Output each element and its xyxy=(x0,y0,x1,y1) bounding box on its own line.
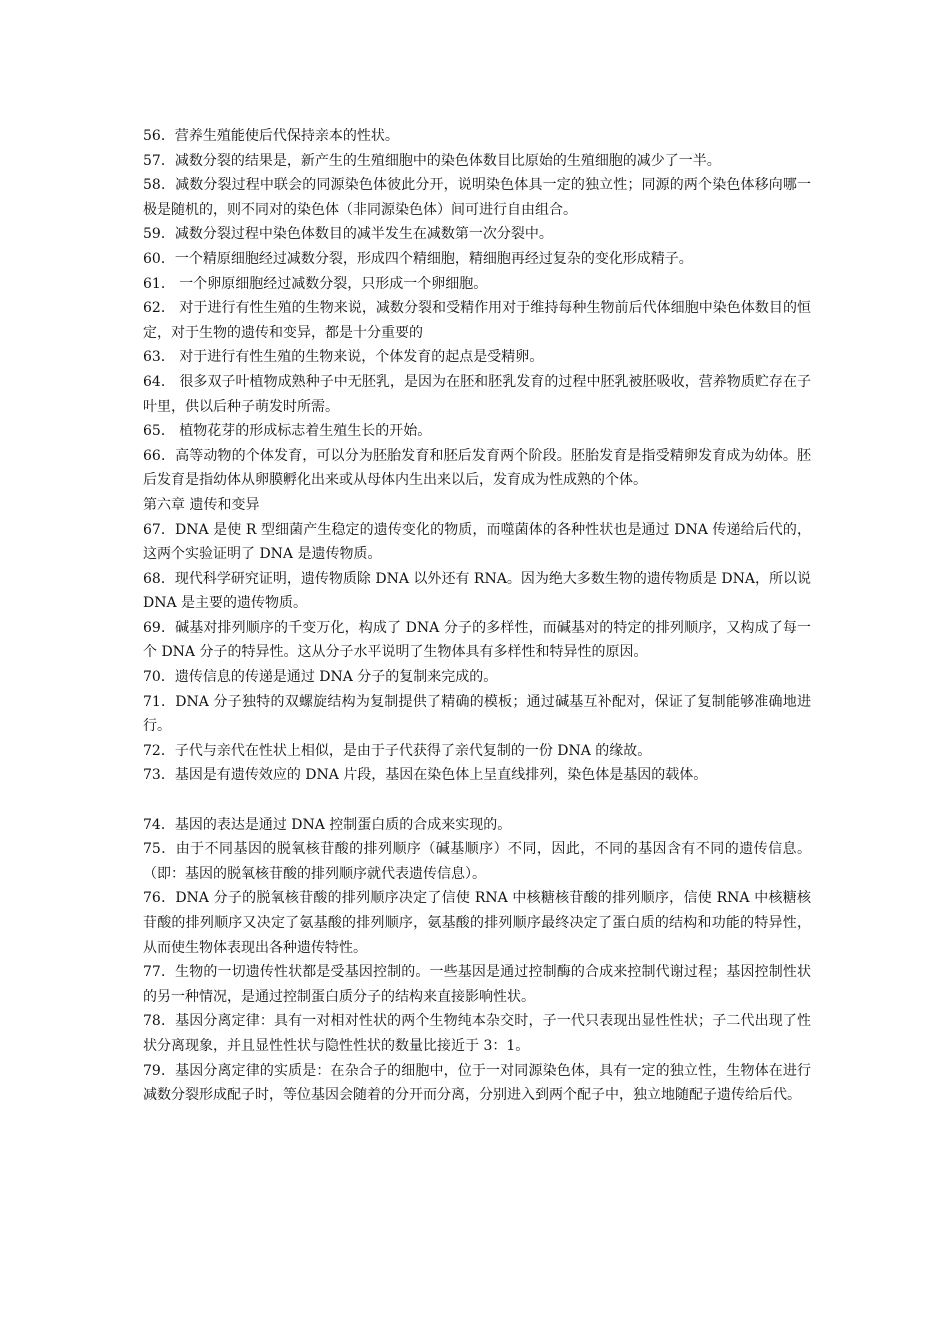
paragraph-65: 65． 植物花芽的形成标志着生殖生长的开始。 xyxy=(143,423,432,440)
paragraph-66: 66．高等动物的个体发育，可以分为胚胎发育和胚后发育两个阶段。胚胎发育是指受精卵发育成为幼体。胚后发育是指幼体从卵膜孵化出来或从母体内生出来以后，发育成为性成熟的个体。 xyxy=(143,447,811,489)
paragraph-76: 76．DNA 分子的脱氧核苷酸的排列顺序决定了信使 RNA 中核糖核苷酸的排列顺序，信使 RNA 中核糖核苷酸的排列顺序又决定了氨基酸的排列顺序，氨基酸的排列顺序最终决定了蛋白质的结构和功能的特异性，从而使生物体表现出各种遗传特性。 xyxy=(143,890,811,956)
chapter-heading: 第六章 遗传和变异 xyxy=(143,496,260,513)
paragraph-62: 62． 对于进行有性生殖的生物来说，减数分裂和受精作用对于维持每种生物前后代体细胞中染色体数目的恒定，对于生物的遗传和变异，都是十分重要的 xyxy=(143,300,811,341)
paragraph-71: 71．DNA 分子独特的双螺旋结构为复制提供了精确的模板；通过碱基互补配对，保证了复制能够准确地进行。 xyxy=(143,693,811,735)
paragraph-74: 74．基因的表达是通过 DNA 控制蛋白质的合成来实现的。 xyxy=(143,816,512,833)
blank-line xyxy=(143,788,811,813)
document-page xyxy=(143,124,811,1108)
paragraph-67: 67．DNA 是使 R 型细菌产生稳定的遗传变化的物质，而噬菌体的各种性状也是通过 DNA 传递给后代的，这两个实验证明了 DNA 是遗传物质。 xyxy=(143,521,811,563)
paragraph-77: 77．生物的一切遗传性状都是受基因控制的。一些基因是通过控制酶的合成来控制代谢过程；基因控制性状的另一种情况，是通过控制蛋白质分子的结构来直接影响性状。 xyxy=(143,964,811,1005)
paragraph-64: 64． 很多双子叶植物成熟种子中无胚乳，是因为在胚和胚乳发育的过程中胚乳被胚吸收，营养物质贮存在子叶里，供以后种子萌发时所需。 xyxy=(143,373,811,415)
paragraph-63: 63． 对于进行有性生殖的生物来说，个体发育的起点是受精卵。 xyxy=(143,349,544,366)
paragraph-72: 72．子代与亲代在性状上相似，是由于子代获得了亲代复制的一份 DNA 的缘故。 xyxy=(143,742,652,759)
paragraph-58: 58．减数分裂过程中联会的同源染色体彼此分开，说明染色体具一定的独立性；同源的两个染色体移向哪一极是随机的，则不同对的染色体（非同源染色体）间可进行自由组合。 xyxy=(143,177,811,218)
paragraph-75: 75．由于不同基因的脱氧核苷酸的排列顺序（碱基顺序）不同，因此，不同的基因含有不同的遗传信息。（即：基因的脱氧核苷酸的排列顺序就代表遗传信息）。 xyxy=(143,841,811,882)
paragraph-57: 57．减数分裂的结果是，新产生的生殖细胞中的染色体数目比原始的生殖细胞的减少了一半。 xyxy=(143,152,721,169)
paragraph-56: 56．营养生殖能使后代保持亲本的性状。 xyxy=(143,128,399,144)
paragraph-61: 61． 一个卵原细胞经过减数分裂，只形成一个卵细胞。 xyxy=(143,275,488,292)
paragraph-59: 59．减数分裂过程中染色体数目的减半发生在减数第一次分裂中。 xyxy=(143,226,553,243)
paragraph-73: 73．基因是有遗传效应的 DNA 片段，基因在染色体上呈直线排列，染色体是基因的载体。 xyxy=(143,767,708,784)
paragraph-79: 79．基因分离定律的实质是：在杂合子的细胞中，位于一对同源染色体，具有一定的独立性，生物体在进行减数分裂形成配子时，等位基因会随着的分开而分离，分别进入到两个配子中，独立地随配子遗传给后代。 xyxy=(143,1062,811,1104)
paragraph-69: 69．碱基对排列顺序的千变万化，构成了 DNA 分子的多样性，而碱基对的特定的排列顺序，又构成了每一个 DNA 分子的特异性。这从分子水平说明了生物体具有多样性和特异性的原因。 xyxy=(143,619,811,661)
paragraph-60: 60．一个精原细胞经过减数分裂，形成四个精细胞，精细胞再经过复杂的变化形成精子。 xyxy=(143,250,693,267)
paragraph-70: 70．遗传信息的传递是通过 DNA 分子的复制来完成的。 xyxy=(143,669,498,686)
paragraph-78: 78．基因分离定律：具有一对相对性状的两个生物纯本杂交时，子一代只表现出显性性状；子二代出现了性状分离现象，并且显性性状与隐性性状的数量比接近于 3：1。 xyxy=(143,1013,811,1054)
paragraph-68: 68．现代科学研究证明，遗传物质除 DNA 以外还有 RNA。因为绝大多数生物的遗传物质是 DNA，所以说 DNA 是主要的遗传物质。 xyxy=(143,570,811,612)
